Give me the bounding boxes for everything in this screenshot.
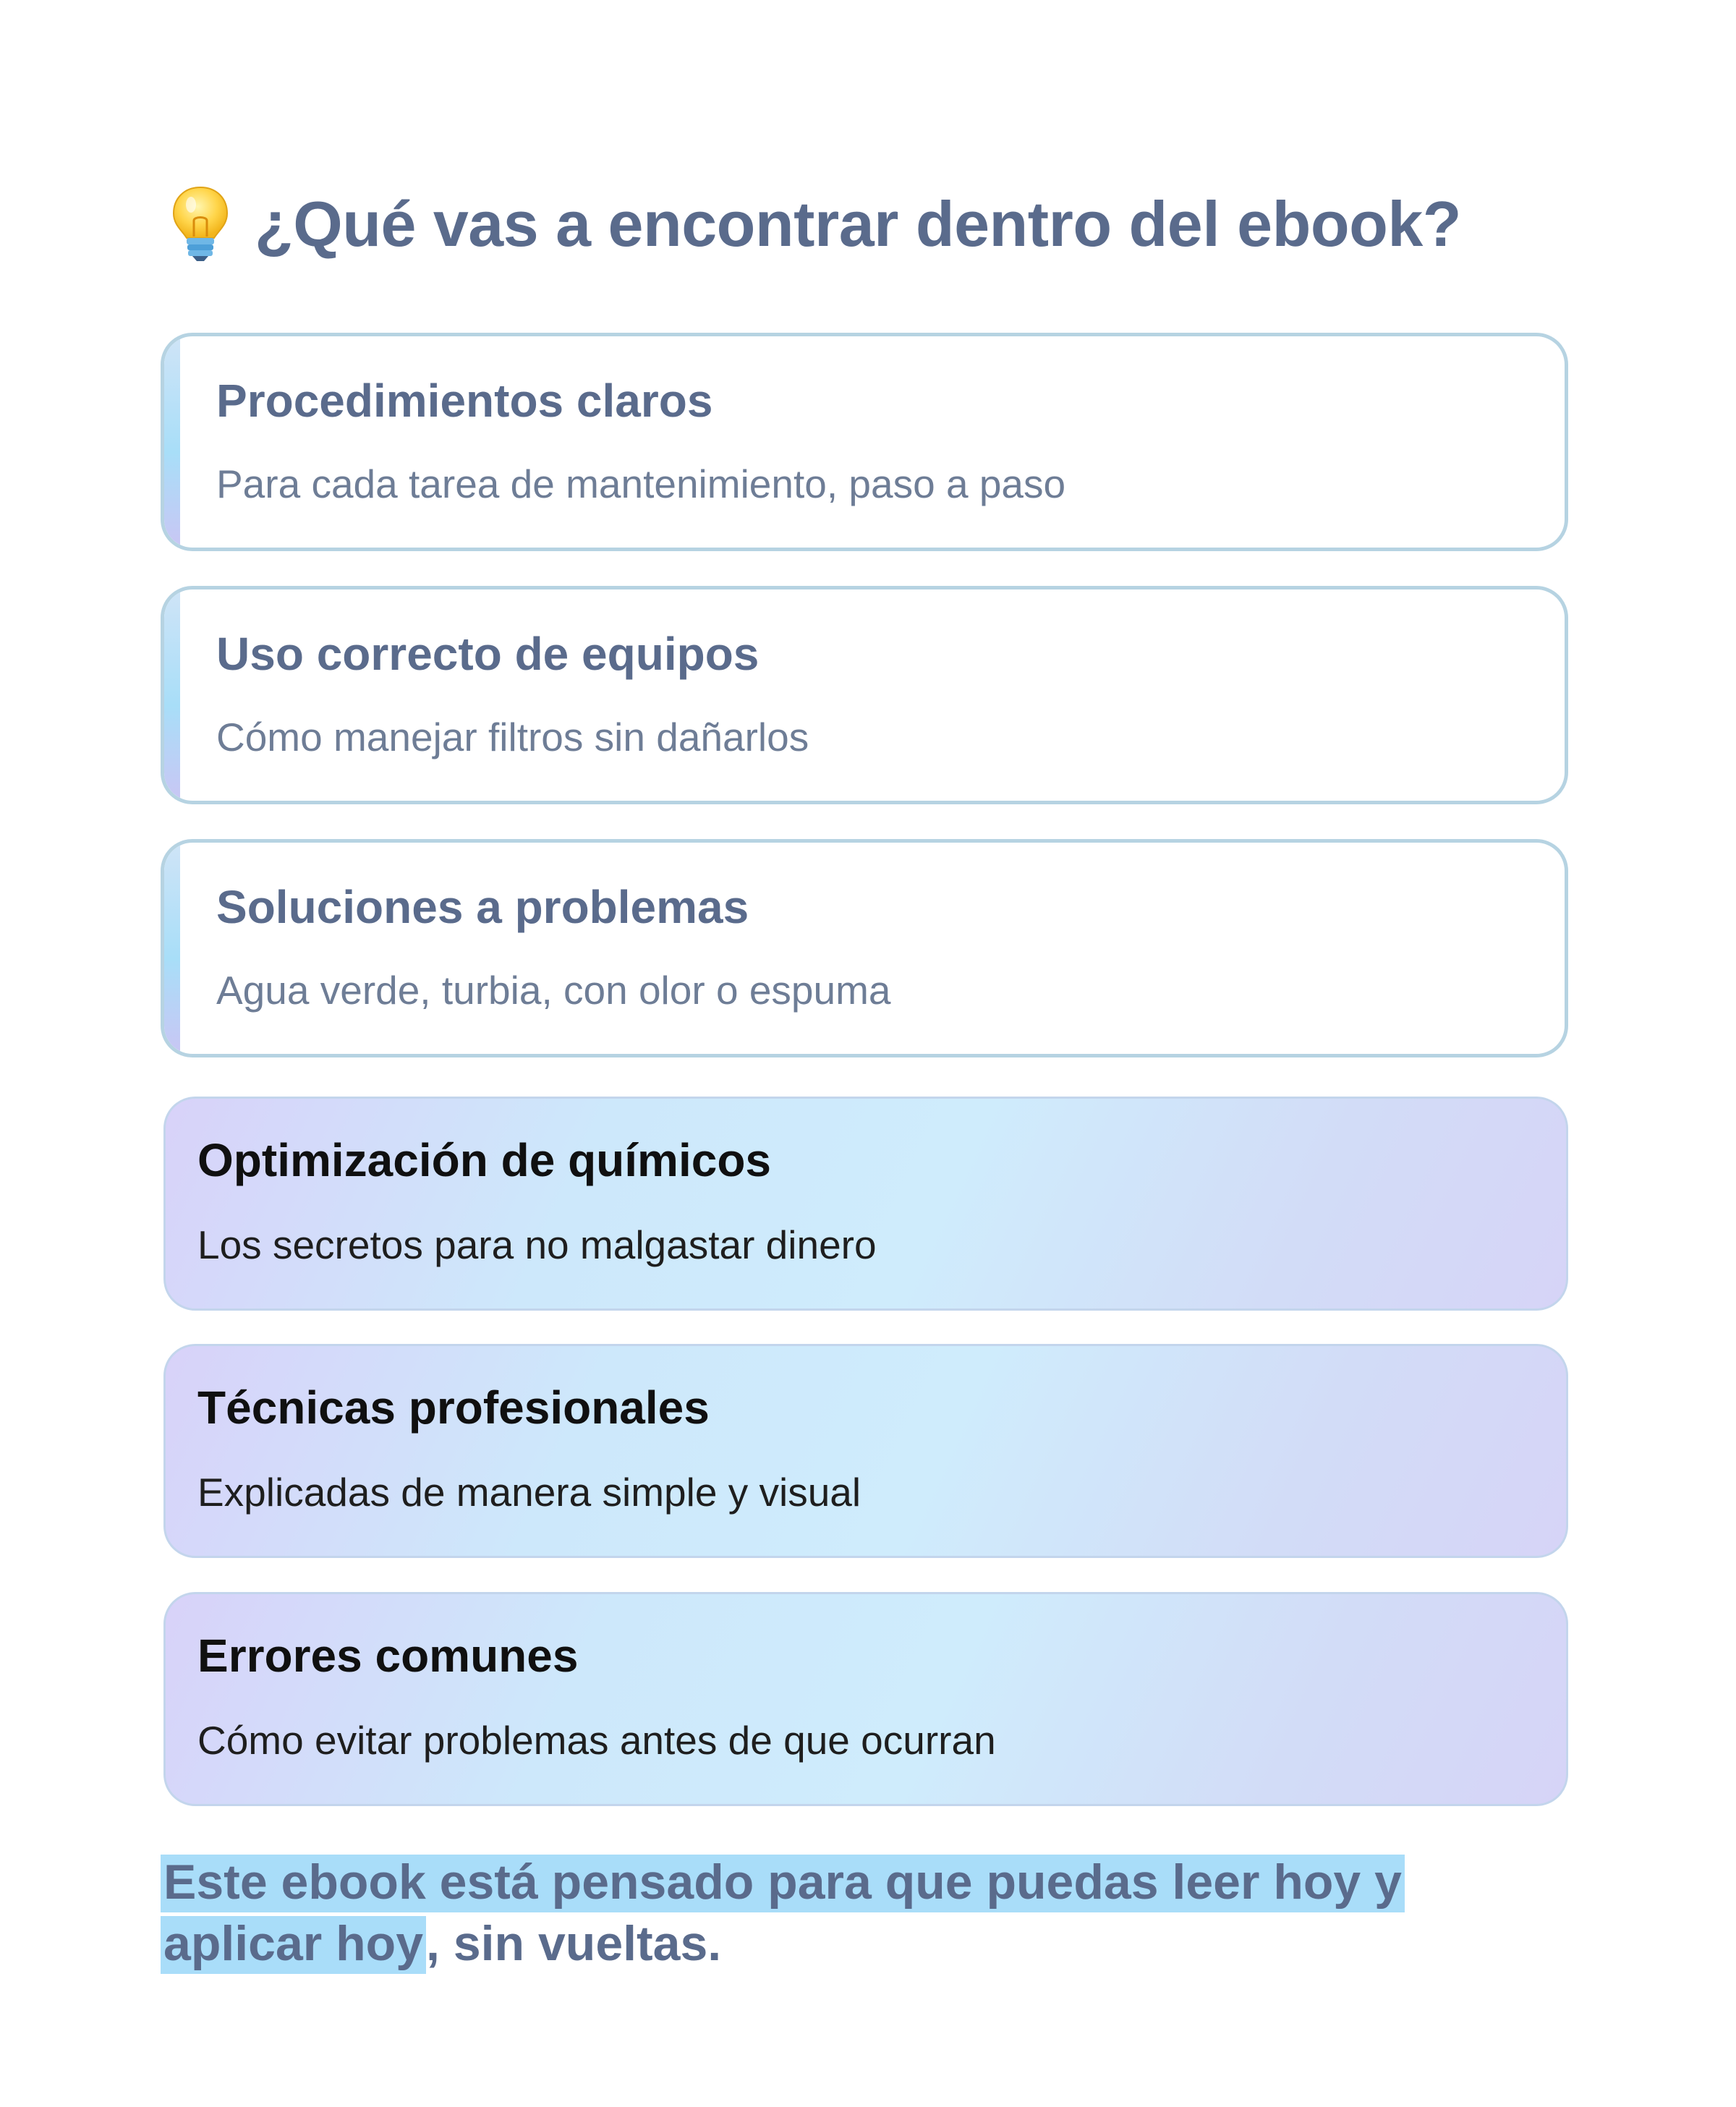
card-title: Soluciones a problemas [216,881,749,933]
closing-tail: , sin vueltas. [426,1916,722,1971]
card-description: Cómo evitar problemas antes de que ocurran [197,1718,996,1763]
feature-card-soluciones [161,839,1568,1057]
card-accent-bar [164,589,180,801]
feature-card-errores [163,1592,1568,1806]
page-title: ¿Qué vas a encontrar dentro del ebook? [255,188,1462,260]
card-title: Optimización de químicos [197,1134,771,1186]
closing-statement [161,1852,1578,1975]
card-title: Procedimientos claros [216,375,713,427]
card-description: Cómo manejar filtros sin dañarlos [216,715,809,759]
feature-card-quimicos [163,1097,1568,1311]
section-heading [168,181,1461,268]
feature-card-procedimientos [161,333,1568,551]
feature-card-equipos [161,586,1568,804]
feature-card-tecnicas [163,1344,1568,1558]
card-title: Errores comunes [197,1630,579,1682]
card-description: Explicadas de manera simple y visual [197,1470,861,1515]
closing-highlight-line1: Este ebook está pensado para que puedas leer hoy y [161,1855,1405,1912]
card-description: Agua verde, turbia, con olor o espuma [216,968,891,1013]
closing-highlight-line2: aplicar hoy [161,1916,426,1974]
card-title: Uso correcto de equipos [216,628,760,680]
card-accent-bar [164,336,180,548]
lightbulb-icon [168,184,233,264]
card-title: Técnicas profesionales [197,1382,710,1434]
card-accent-bar [164,843,180,1054]
card-description: Los secretos para no malgastar dinero [197,1222,877,1267]
card-description: Para cada tarea de mantenimiento, paso a paso [216,461,1066,506]
